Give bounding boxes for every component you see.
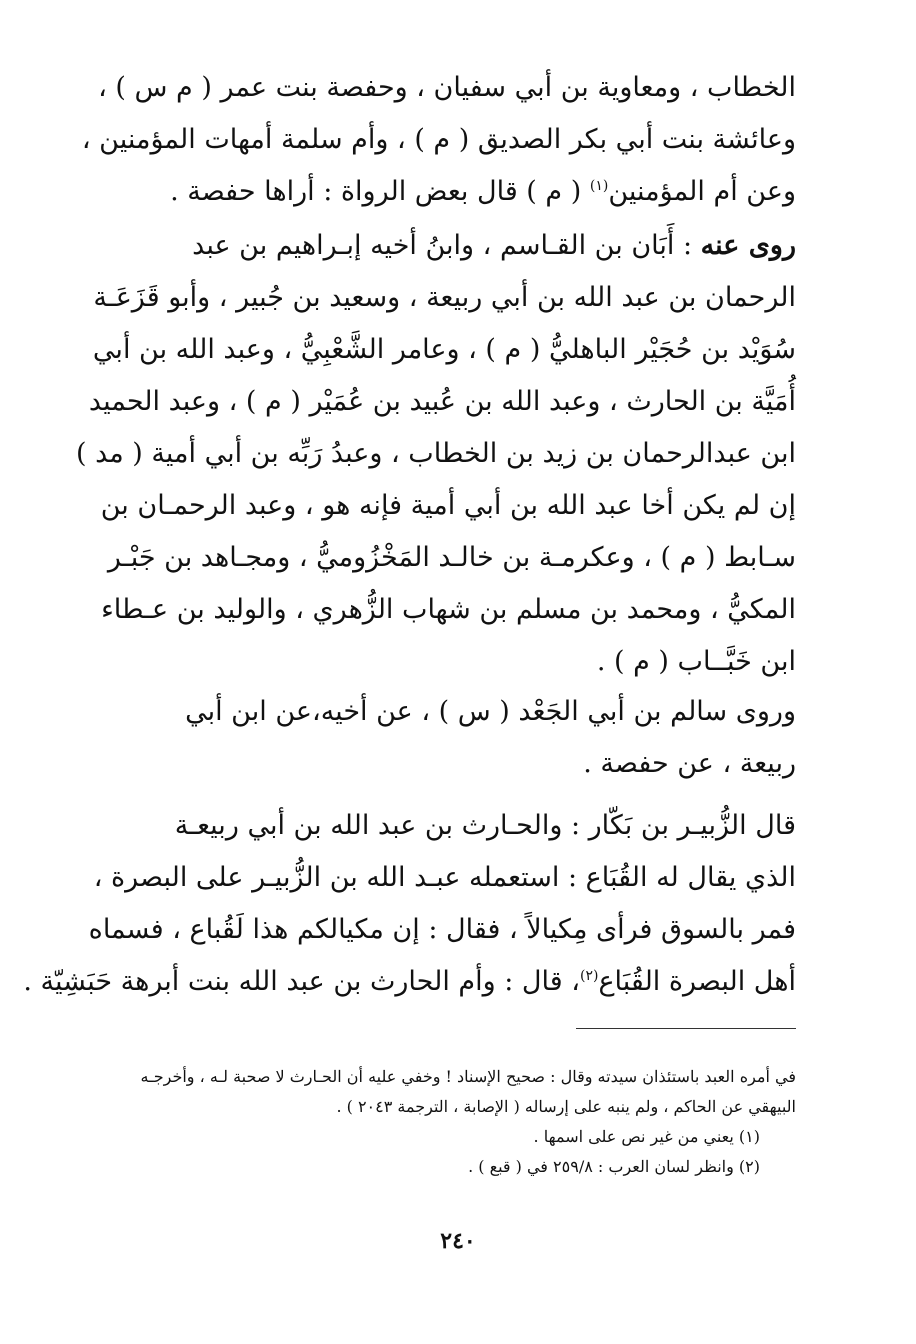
text-fragment: ( م ) قال بعض الرواة : أراها حفصة . — [170, 176, 590, 207]
paragraph-narrated-by — [75, 220, 796, 688]
text-line: ربيعة ، عن حفصة . — [583, 748, 796, 779]
text-line: الخطاب ، ومعاوية بن أبي سفيان ، وحفصة بنت عمر ( م س ) ، — [98, 72, 796, 103]
footnote-2: (٢) وانظر لسان العرب : ٢٥٩/٨ في ( قبع ) . — [468, 1157, 760, 1176]
footnote-continuation: البيهقي عن الحاكم ، ولم ينبه على إرساله ( الإصابة ، الترجمة ٢٠٤٣ ) . — [336, 1097, 796, 1116]
footnote-reference-1[interactable]: (١) — [589, 178, 609, 194]
text-line: وروى سالم بن أبي الجَعْد ( س ) ، عن أخيه،عن ابن أبي — [185, 696, 796, 727]
text-line: وعائشة بنت أبي بكر الصديق ( م ) ، وأم سلمة أمهات المؤمنين ، — [81, 124, 796, 155]
text-line: أُمَيَّة بن الحارث ، وعبد الله بن عُبيد بن عُمَيْر ( م ) ، وعبد الحميد — [88, 386, 796, 417]
footnote-divider — [576, 1028, 796, 1029]
text-line — [110, 166, 796, 218]
text-fragment: وعن أم المؤمنين — [608, 176, 796, 207]
text-line: ابن عبدالرحمان بن زيد بن الخطاب ، وعبدُ رَبِّه بن أبي أمية ( مد ) — [75, 438, 796, 469]
text-line: سـابط ( م ) ، وعكرمـة بن خالـد المَخْزُوميُّ ، ومجـاهد بن جَبْـر — [107, 542, 796, 573]
text-line: إن لم يكن أخا عبد الله بن أبي أمية فإنه هو ، وعبد الرحمـان بن — [100, 490, 796, 521]
text-fragment: أهل البصرة القُبَاع — [598, 966, 796, 997]
text-line — [23, 956, 796, 1008]
text-fragment: ، قال : وأم الحارث بن عبد الله بنت أبرهة حَبَشِيّة . — [23, 966, 580, 997]
text-line — [110, 220, 796, 272]
footnote-1: (١) يعني من غير نص على اسمها . — [533, 1127, 760, 1146]
text-line: سُوَيْد بن حُجَيْر الباهليُّ ( م ) ، وعامر الشَّعْبِيُّ ، وعبد الله بن أبي — [92, 334, 796, 365]
footnote-continuation: في أمره العبد باستئذان سيدته وقال : صحيح الإسناد ! وخفي عليه أن الحـارث لا صحبة لـه ، وأخرجـه — [140, 1067, 796, 1086]
paragraph-zubayr — [23, 800, 796, 1008]
text-line: الذي يقال له القُبَاع : استعمله عبـد الله بن الزُّبيـر على البصرة ، — [93, 862, 796, 893]
footnotes — [110, 1062, 796, 1182]
paragraph-narrators-from — [81, 62, 796, 218]
section-lead: روى عنه — [700, 230, 796, 261]
page-number: ٢٤٠ — [440, 1228, 476, 1254]
text-line: المكيُّ ، ومحمد بن مسلم بن شهاب الزُّهري ، والوليد بن عـطاء — [101, 594, 796, 625]
footnote-reference-2[interactable]: (٢) — [579, 968, 599, 984]
paragraph-salim — [110, 686, 796, 790]
text-line: ابن خَبَّــاب ( م ) . — [596, 646, 796, 677]
text-line: فمر بالسوق فرأى مِكيالاً ، فقال : إن مكيالكم هذا لَقُباع ، فسماه — [88, 914, 796, 945]
text-line: الرحمان بن عبد الله بن أبي ربيعة ، وسعيد بن جُبير ، وأبو قَزَعَـة — [93, 282, 796, 313]
text-line: قال الزُّبيـر بن بَكّار : والحـارث بن عبد الله بن أبي ربيعـة — [174, 810, 796, 841]
text-fragment: : أَبَان بن القـاسم ، وابنُ أخيه إبـراهيم بن عبد — [192, 230, 701, 261]
